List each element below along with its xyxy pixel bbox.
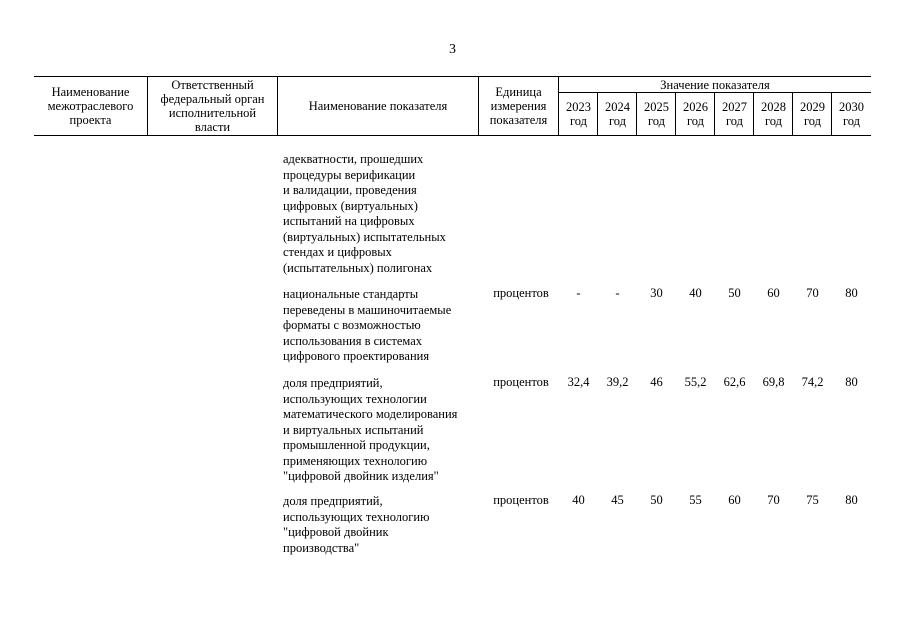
page-number: 3 <box>449 42 456 57</box>
value-2030: 80 <box>845 286 858 300</box>
value-2026: 55 <box>689 493 702 507</box>
value-2025: 50 <box>650 493 663 507</box>
value-2029: 70 <box>806 286 819 300</box>
header-year-2027: 2027 год <box>722 100 747 128</box>
header-year-2030: 2030 год <box>839 100 864 128</box>
value-2024: - <box>615 286 620 300</box>
value-2023: - <box>576 286 581 300</box>
value-2030: 80 <box>845 375 858 389</box>
value-2023: 32,4 <box>567 375 590 389</box>
header-year-2025: 2025 год <box>644 100 669 128</box>
value-2028: 60 <box>767 286 780 300</box>
value-2026: 55,2 <box>684 375 707 389</box>
header-responsible-body: Ответственный федеральный орган исполнительной власти <box>160 78 265 134</box>
value-2029: 74,2 <box>801 375 824 389</box>
table-header-bottom-rule <box>34 135 871 136</box>
indicator-name: доля предприятий, использующих технологию "цифровой двойник производства" <box>283 494 430 555</box>
indicator-unit: процентов <box>493 375 549 389</box>
value-2027: 62,6 <box>723 375 746 389</box>
header-value-group: Значение показателя <box>660 77 770 92</box>
value-2030: 80 <box>845 493 858 507</box>
indicator-unit: процентов <box>493 286 549 300</box>
indicator-unit: процентов <box>493 493 549 507</box>
value-2025: 46 <box>650 375 663 389</box>
value-2024: 45 <box>611 493 624 507</box>
value-2023: 40 <box>572 493 585 507</box>
value-2027: 50 <box>728 286 741 300</box>
value-2025: 30 <box>650 286 663 300</box>
value-2027: 60 <box>728 493 741 507</box>
header-year-2028: 2028 год <box>761 100 786 128</box>
value-2024: 39,2 <box>606 375 629 389</box>
header-year-2029: 2029 год <box>800 100 825 128</box>
indicator-name: доля предприятий, использующих технологии математического моделирования и виртуальных испытаний промышленной продукции, применяющих технологию "цифровой двойник изделия" <box>283 376 458 483</box>
header-year-2023: 2023 год <box>566 100 591 128</box>
header-project-name: Наименование межотраслевого проекта <box>47 85 134 127</box>
header-year-2024: 2024 год <box>605 100 630 128</box>
value-2028: 70 <box>767 493 780 507</box>
indicator-name: адекватности, прошедших процедуры верификации и валидации, проведения цифровых (виртуальных) испытаний на цифровых (виртуальных) испытательных стендах и цифровых (испытательных) полигонах <box>283 152 446 275</box>
header-indicator-name: Наименование показателя <box>308 99 448 113</box>
value-2026: 40 <box>689 286 702 300</box>
header-year-2026: 2026 год <box>683 100 708 128</box>
value-2029: 75 <box>806 493 819 507</box>
value-2028: 69,8 <box>762 375 785 389</box>
indicator-name: национальные стандарты переведены в машиночитаемые форматы с возможностью использования в системах цифрового проектирования <box>283 287 452 363</box>
header-unit: Единица измерения показателя <box>489 85 548 127</box>
